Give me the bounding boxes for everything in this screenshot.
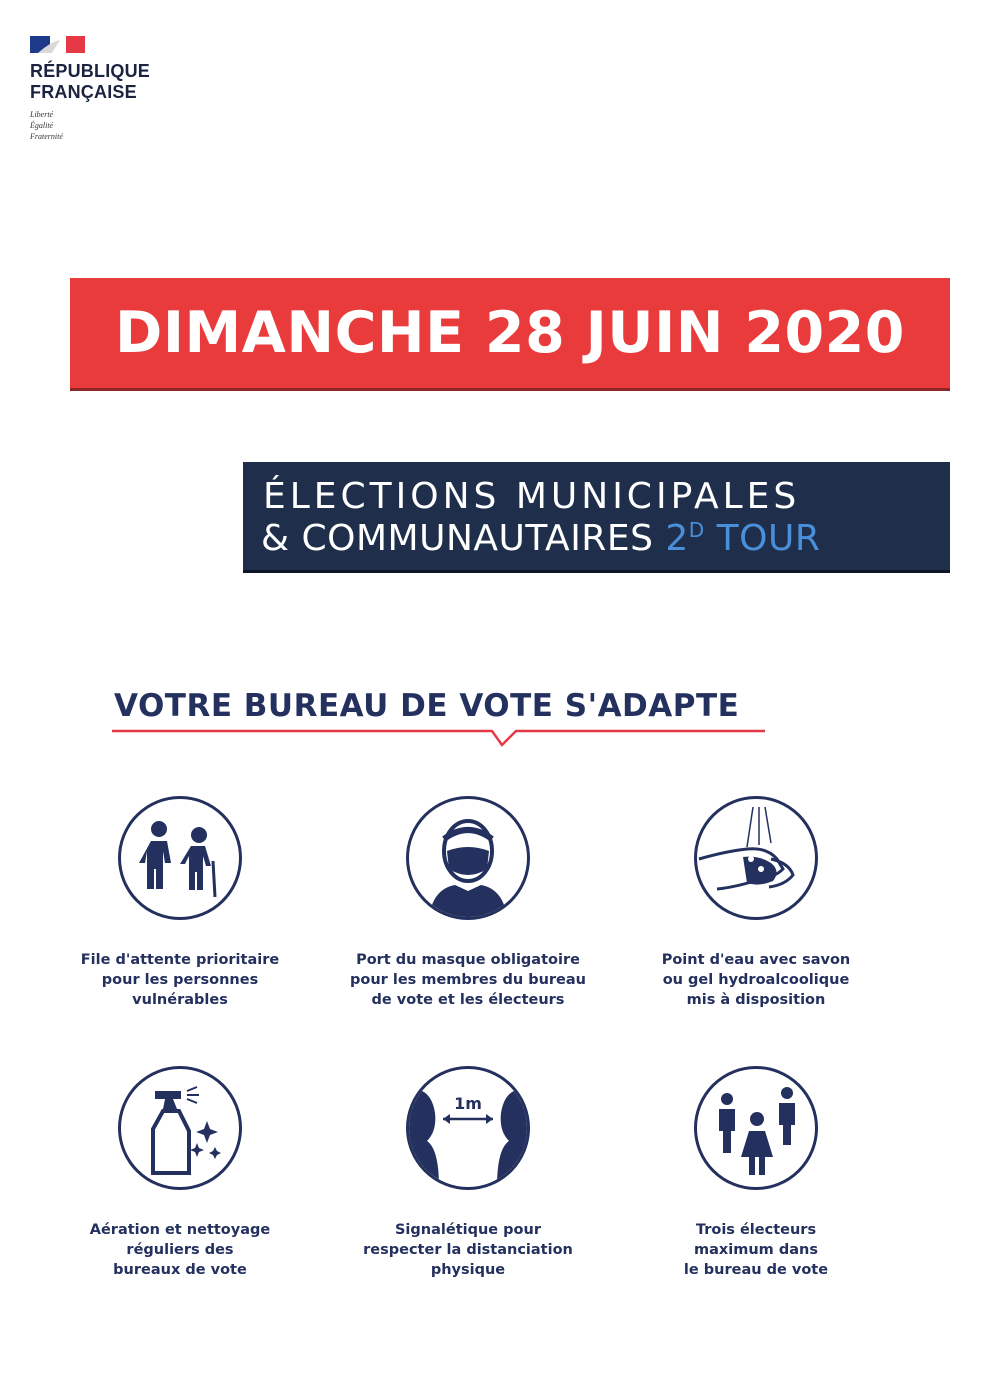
tour-superscript: D [688,518,705,542]
distance-label: 1m [454,1094,482,1113]
motto-liberte: Liberté [30,110,54,119]
election-line-1: ÉLECTIONS MUNICIPALES [263,476,801,517]
measure-label: Point d'eau avec savon ou gel hydroalcoolique mis à disposition [661,952,851,1008]
measure-circle [118,1066,242,1190]
headline: VOTRE BUREAU DE VOTE S'ADAPTE [114,688,740,724]
measure-item-cleaning [50,1066,310,1280]
face-mask-icon [409,799,527,917]
logo-line-1: RÉPUBLIQUE [30,61,151,81]
measure-item-three-voters [626,1066,886,1280]
measure-item-priority-queue [50,796,310,1010]
motto-egalite: Égalité [30,121,54,130]
measure-item-mask [338,796,598,1010]
social-distance-icon [409,1069,527,1187]
motto-fraternite: Fraternité [30,132,63,141]
measure-label: Trois électeurs maximum dans le bureau de vote [683,1222,829,1278]
measure-circle [694,1066,818,1190]
measure-item-distancing [338,1066,598,1280]
logo-line-2: FRANÇAISE [30,82,137,102]
measure-label: Signalétique pour respecter la distanciation physique [363,1222,573,1278]
measure-label: Port du masque obligatoire pour les membres du bureau de vote et les électeurs [350,952,586,1008]
spray-cleaning-icon [121,1069,239,1187]
measure-circle [406,796,530,920]
measure-label: Aération et nettoyage réguliers des bureaux de vote [89,1222,271,1278]
hand-washing-icon [697,799,815,917]
measure-item-hand-washing [626,796,886,1010]
date-text: DIMANCHE 28 JUIN 2020 [115,300,905,366]
tour-word: TOUR [716,518,821,559]
measure-circle [118,796,242,920]
elderly-people-icon [121,799,239,917]
measure-label: File d'attente prioritaire pour les personnes vulnérables [80,952,280,1008]
election-line-2-main: & COMMUNAUTAIRES [261,518,654,559]
tour-number: 2 [665,518,689,559]
measure-circle [694,796,818,920]
three-voters-icon [697,1069,815,1187]
measure-circle [406,1066,530,1190]
